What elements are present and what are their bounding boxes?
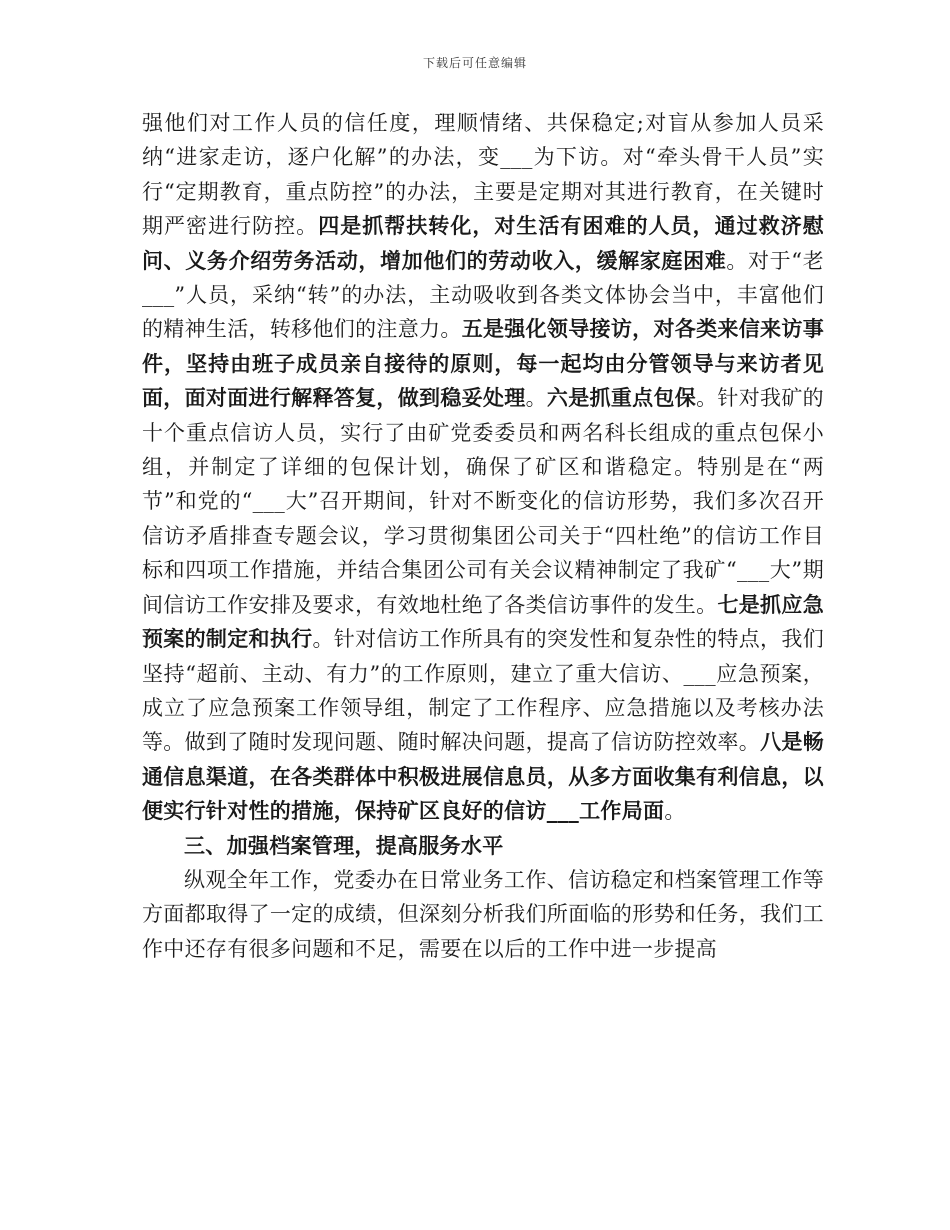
bold-point-seven: 七是抓应急预案的制定和执行 xyxy=(142,591,824,652)
text-run: 。针对我矿的十个重点信访人员，实行了由矿党委委员和两名科长组成的重点包保小组，并制定了详细的包保计划，确保了矿区和谐稳定。特别是在“两节”和党的“___大”召开期间，针对不断变化的信访形势，我们多次召开信访矛盾排查专题会议，学习贯彻集团公司关于“四杜绝”的信访工作目标和四项工作措施，并结合集团公司有关会议精神制定了我矿“___大”期间信访工作安排及要求，有效地杜绝了各类信访事件的发生。 xyxy=(142,386,824,617)
bold-point-eight: 八是畅通信息渠道，在各类群体中积极进展信息员，从多方面收集有利信息，以便实行针对性的措施，保持矿区良好的信访___工作局面 xyxy=(142,729,824,824)
section-heading-three: 三、加强档案管理，提高服务水平 xyxy=(184,832,504,858)
bold-point-four: 四是抓帮扶转化，对生活有困难的人员，通过救济慰问、义务介绍劳务活动，增加他们的劳动收入，缓解家庭困难 xyxy=(142,213,824,273)
text-run: 。针对信访工作所具有的突发性和复杂性的特点，我们坚持“超前、主动、有力”的工作原则，建立了重大信访、___应急预案，成立了应急预案工作领导组，制定了工作程序、应急措施以及考核办法等。做到了随时发现问题、随时解决问题，提高了信访防控效率。 xyxy=(142,627,824,755)
text-run: 。 xyxy=(664,799,686,824)
paragraph-petition-measures xyxy=(142,106,824,829)
text-run: 。 xyxy=(525,386,547,411)
text-run: 强他们对工作人员的信任度，理顺情绪、共保稳定;对盲从参加人员采纳“进家走访，逐户化解”的办法，变___为下访。对“牵头骨干人员”实行“定期教育，重点防控”的办法，主要是定期对其进行教育，在关键时期严密进行防控。 xyxy=(142,111,824,239)
bold-point-six: 六是抓重点包保 xyxy=(546,385,697,411)
page-header-note: 下载后可任意编辑 xyxy=(422,56,527,70)
paragraph-summary: 纵观全年工作，党委办在日常业务工作、信访稳定和档案管理工作等方面都取得了一定的成绩，但深刻分析我们所面临的形势和任务，我们工作中还存有很多问题和不足，需要在以后的工作中进一步提高 xyxy=(142,867,824,961)
bold-point-five: 五是强化领导接访，对各类来信来访事件，坚持由班子成员亲自接待的原则，每一起均由分管领导与来访者见面，面对面进行解释答复，做到稳妥处理 xyxy=(142,316,824,411)
document-body xyxy=(142,106,824,966)
text-run: 。对于“老___”人员，采纳“转”的办法，主动吸收到各类文体协会当中，丰富他们的精神生活，转移他们的注意力。 xyxy=(142,248,824,342)
